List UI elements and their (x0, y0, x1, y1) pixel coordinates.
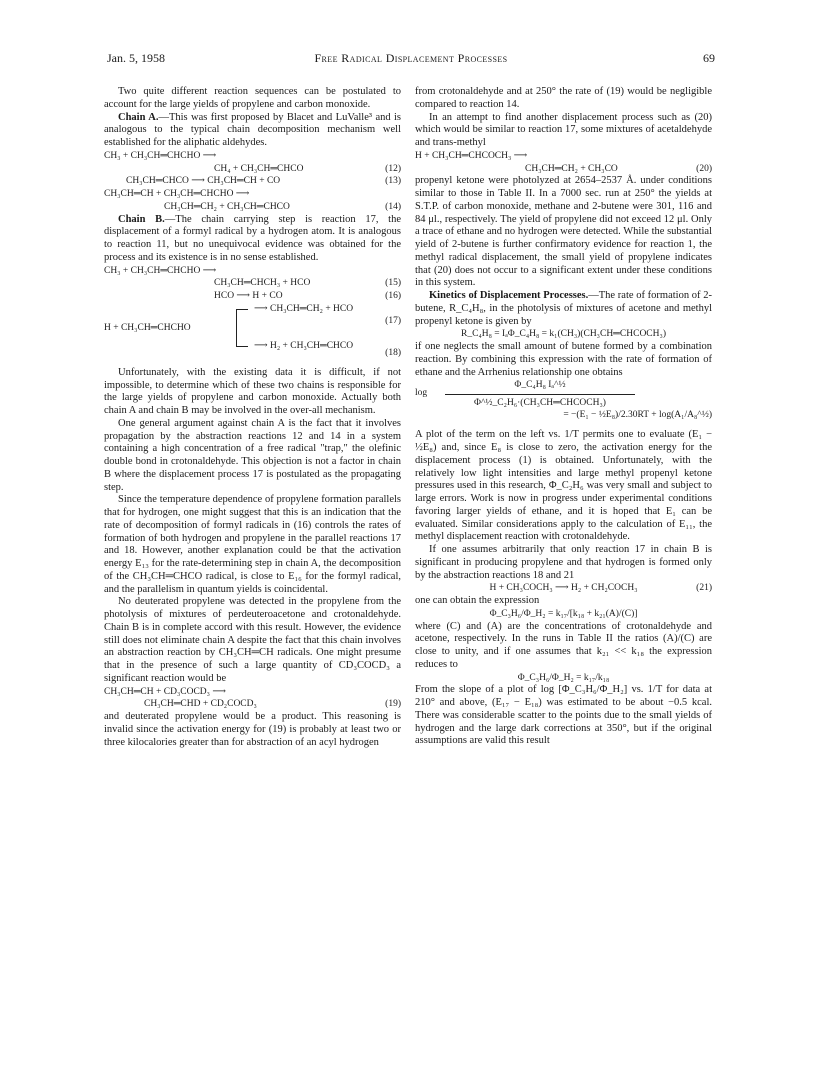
paragraph-kinetics (415, 290, 712, 328)
equation-number: (15) (385, 278, 401, 289)
paragraph: If one assumes arbitrarily that only reaction 17 in chain B is significant in producing propylene and that hydrogen is formed only by the abstraction reactions 18 and 21 (415, 544, 712, 581)
branching-equation (104, 303, 401, 358)
equation-text: CH₄ + CH₃CH═CHCO (214, 163, 304, 174)
paragraph: Unfortunately, with the existing data it is difficult, if not impossible, to determine which of these two chains is responsible for the large yields of propylene and carbon monoxide. Actually both chain A and chain B may be involved in the over-all mechanism. (104, 366, 401, 416)
paragraph: propenyl ketone were photolyzed at 2654–2537 Å. under conditions similar to those in Table II. In a 7000 sec. run at 250° the yields at S.T.P. of carbon monoxide, methane and 2-butene were 301, 116 and 84 μl., respectively. The yield of propylene did not exceed 12 μl. Only a trace of ethane and no hydrogen were detected. While the substantial yield of 2-butene is further confirmatory evidence for reaction 1, the methyl radical displacement, the small yield of propylene indicates that (20) does not occur to a significant extent under these conditions in this system. (415, 175, 712, 289)
fraction-numerator: Φ_C₄H₈ Iₐ^½ (514, 380, 566, 391)
paragraph: A plot of the term on the left vs. 1/T permits one to evaluate (E₁ − ½E₈) and, since E₈ is close to zero, the activation energy for the displacement process (1) is obtained. Unfortunately, with the relatively low light intensities and large methyl propenyl ketone pressures used in this research, Φ_C₂H₆ was very small and subject to large errors. Work is now in progress under experimental conditions favoring larger yields of ethane, and it is hoped that E₁ can be evaluated. Similar considerations apply to the calculation of E₁₁, the methyl displacement reaction with crotonaldehyde. (415, 429, 712, 543)
equation-text: log (415, 388, 428, 399)
equation-text: CH₃CH═CHCH₃ + HCO (214, 278, 311, 289)
paragraph: where (C) and (A) are the concentrations of crotonaldehyde and acetone, respectively. In the runs in Table II the ratios (A)/(C) are close to unity, and if one assumes that k₂₁ << k₁₈ the expression reduces to (415, 620, 712, 670)
paragraph-text: —The rate of formation of 2-butene, R_C₄H₈, in the photolysis of mixtures of acetone and methyl propenyl ketone is given by (415, 290, 712, 327)
paragraph: One general argument against chain A is the fact that it involves propagation by the abstraction reactions 12 and 14 in a system containing a high concentration of a free radical "trap," the olefinic double bond in crotonaldehyde. This objection is not a factor in chain B where the displacement process 17 is postulated as the propagating step. (104, 417, 401, 493)
right-column (415, 86, 712, 748)
equation (104, 150, 401, 163)
page-number: 69 (703, 51, 715, 65)
equation-text: = −(E₁ − ½E₈)/2.30RT + log(A₁/A₈^½) (563, 410, 712, 421)
equation-number: (16) (385, 291, 401, 301)
run-in-heading: Kinetics of Displacement Processes. (429, 290, 589, 301)
paragraph: Two quite different reaction sequences can be postulated to account for the large yields of propylene and carbon monoxide. (104, 86, 401, 110)
equation-number: (13) (385, 176, 401, 187)
paragraph: In an attempt to find another displacement process such as (20) which would be similar to reaction 17, some mixtures of acetaldehyde and trans-methyl (415, 111, 712, 148)
paragraph-chain-b (104, 214, 401, 265)
equation (415, 163, 712, 176)
fraction-bar (445, 394, 635, 395)
paragraph: one can obtain the expression (415, 595, 540, 606)
equation-text: H + CH₃CH═CHCOCH₃ ⟶ (415, 150, 528, 161)
equation (415, 150, 712, 163)
equation (104, 686, 401, 699)
equation-text: CH₃CH═CHCO ⟶ CH₃CH═CH + CO (126, 176, 281, 187)
arrhenius-equation (415, 379, 712, 429)
paragraph: No deuterated propylene was detected in the propylene from the photolysis of mixtures of perdeuteroacetone and crotonaldehyde. Chain B is in complete accord with this result. However, the evidence still does not eliminate chain A despite the fact that this chain involves an abstraction reaction by CH₃CH═CH radicals. One might presume that in the presence of such a large quantity of CD₃COCD₃ a significant reaction would be (104, 596, 401, 684)
running-header (107, 50, 715, 66)
header-date: Jan. 5, 1958 (107, 51, 165, 65)
equation-number: (17) (385, 315, 401, 326)
paragraph: From the slope of a plot of log [Φ_C₃H₆/Φ_H₂] vs. 1/T for data at 210° and above, (E₁₇ − E₁₈) was estimated to be about −0.5 kcal. There was considerable scatter to the points due to the small yields of hydrogen and the large dark corrections at 350°, but if the original assumptions are valid this result (415, 684, 712, 747)
fraction (445, 379, 635, 410)
paragraph-chain-a (104, 112, 401, 150)
equation-text: H + CH₃COCH₃ ⟶ H₂ + CH₂COCH₃ (489, 583, 638, 594)
equation (104, 175, 401, 188)
equation-text: Φ_C₃H₆/Φ_H₂ = k₁₇/[k₁₈ + k₂₁(A)/(C)] (489, 608, 638, 619)
paragraph: if one neglects the small amount of butene formed by a combination reaction. By combining this expression with the rate of formation of ethane and the Arrhenius relationship one obtains (415, 341, 712, 378)
equation (104, 277, 401, 290)
equation (415, 672, 712, 685)
equation-number: (14) (385, 201, 401, 212)
equation-text: ⟶ CH₃CH═CH₂ + HCO (254, 303, 354, 314)
fraction-denominator: Φ^½_C₂H₆·(CH₃CH═CHCOCH₃) (474, 398, 606, 408)
run-in-heading: Chain B. (118, 213, 165, 225)
equation-text: CH₃ + CH₃CH═CHCHO ⟶ (104, 150, 217, 161)
equation-text: HCO ⟶ H + CO (214, 291, 283, 301)
paragraph: and deuterated propylene would be a product. This reasoning is invalid since the activation energy for (19) is probably at least two or three kilocalories greater than for abstraction of an acyl hydrogen (104, 711, 401, 748)
equation (415, 608, 712, 621)
equation-number: (21) (696, 583, 712, 594)
paragraph: Since the temperature dependence of propylene formation parallels that for hydrogen, one might suggest that this is an indication that the rate of decomposition of formyl radicals in (16) controls the rates of formation of both hydrogen and propylene in the parallel reactions 17 and 18. However, another explanation could be that the activation energy E₁₃ for the rate-determining step in chain A, the decomposition of the CH₃CH═CHCO radical, is close to E₁₆ for the formyl radical, and the parallelism in quantum yields is coincidental. (104, 494, 401, 595)
equation-text: CH₃CH═CH + CD₃COCD₃ ⟶ (104, 686, 226, 697)
equation-number: (19) (385, 699, 401, 710)
equation-number: (20) (696, 163, 712, 174)
equation-text: Φ_C₃H₆/Φ_H₂ = k₁₇/k₁₈ (517, 672, 610, 683)
paragraph-text: —This was first proposed by Blacet and LuValle³ and is analogous to the typical chain decomposition mechanism well established for the aliphatic aldehydes. (104, 111, 402, 148)
equation (104, 698, 401, 711)
equation-text: H + CH₃CH═CHCHO (104, 322, 191, 333)
equation (104, 188, 401, 201)
branch-bracket (236, 346, 248, 347)
equation (104, 163, 401, 176)
header-title: Free Radical Displacement Processes (314, 51, 508, 65)
run-in-heading: Chain A. (118, 111, 159, 123)
branch-bracket (236, 309, 237, 346)
equation (415, 582, 712, 595)
branch-bracket (236, 309, 248, 310)
equation-text: CH₃CH═CHD + CD₂COCD₃ (144, 699, 257, 710)
equation-text: CH₃CH═CH₂ + CH₃CH═CHCO (164, 201, 290, 212)
equation-text: CH₃CH═CH + CH₃CH═CHCHO ⟶ (104, 189, 250, 199)
paragraph-text: —The chain carrying step is reaction 17, the displacement of a formyl radical by a hydrogen atom. It is analogous to reaction 11, but no unequivocal evidence was obtained for the process and its existence is in no sense established. (104, 213, 401, 263)
equation-text: CH₃ + CH₃CH═CHCHO ⟶ (104, 265, 217, 276)
equation (104, 265, 401, 278)
equation (104, 201, 401, 214)
equation-number: (12) (385, 163, 401, 174)
paragraph: from crotonaldehyde and at 250° the rate of (19) would be negligible compared to reaction 14. (415, 86, 712, 110)
equation (104, 290, 401, 303)
equation-text: CH₃CH═CH₂ + CH₃CO (525, 163, 618, 174)
equation-text: ⟶ H₂ + CH₃CH═CHCO (254, 340, 354, 351)
equation-number: (18) (385, 347, 401, 358)
equation-text: R_C₄H₈ = IₐΦ_C₄H₈ = k₁(CH₃)(CH₃CH═CHCOCH₃) (461, 329, 666, 340)
left-column (104, 86, 401, 749)
equation (415, 328, 712, 341)
